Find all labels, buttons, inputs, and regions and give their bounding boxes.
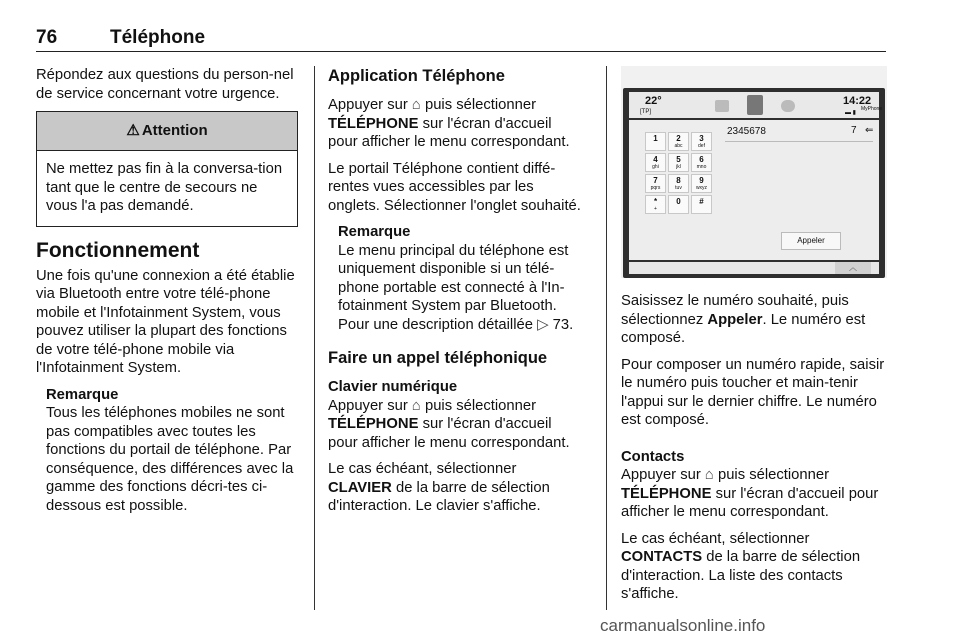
page-title: Téléphone [110,27,206,48]
text: puis sélectionner [424,397,537,414]
keypad-title: Clavier numérique [328,379,458,395]
paragraph [621,530,887,604]
warning-icon: ⚠ [126,121,140,139]
keypad-key[interactable] [691,174,712,193]
text: Le cas échéant, sélectionner [328,461,517,477]
page-reference: 73. [552,316,574,333]
tab-phone[interactable] [747,95,763,115]
key-letters: jkl [676,164,681,170]
key-digit: 5 [676,155,681,164]
tab-nav[interactable] [781,100,795,112]
menu-term: CLAVIER [328,479,392,496]
keypad-key[interactable] [645,195,666,214]
keypad-key[interactable] [645,153,666,172]
home-icon: ⌂ [704,467,714,483]
section-title: Application Téléphone [328,67,505,85]
keypad-key[interactable] [645,174,666,193]
text: Saisissez le numéro souhaité, puis sélectionnez [621,293,849,328]
paragraph [328,96,582,152]
key-digit: 1 [653,134,658,143]
subsection-title: Faire un appel téléphonique [328,349,548,367]
section-title: Fonctionnement [36,238,200,262]
text: puis sélectionner [717,467,830,483]
attention-header [37,112,297,151]
key-letters: pqrs [650,185,661,191]
key-digit: 0 [676,197,681,206]
tab-audio[interactable] [715,100,729,112]
key-digit: 7 [653,176,658,185]
body-paragraph: Une fois qu'une connexion a été établie via Bluetooth entre votre télé-phone mobile et l'Infotainment System, vous pouvez utiliser la plupart des fonctions de votre télé-phone mobile via l'Infotainment System. [36,267,295,376]
remark-title: Remarque [46,386,119,403]
key-digit: 9 [699,176,704,185]
key-digit: 3 [699,134,704,143]
paragraph [328,460,582,516]
call-button[interactable]: Appeler [781,232,841,250]
symbol-key-icon[interactable]: 7 [851,125,857,136]
column-divider [314,66,315,610]
menu-term: TÉLÉPHONE [621,485,712,502]
keypad-key[interactable] [668,153,689,172]
text: Le cas échéant, sélectionner [621,530,810,547]
temperature: 22° [645,95,662,107]
home-icon: ⌂ [411,97,421,113]
column-right [621,292,887,612]
keypad-view [629,120,879,260]
paragraph: Le portail Téléphone contient diffé-rentes vues accessibles par les onglets. Sélectionner l'onglet souhaité. [328,160,581,214]
text: sur l'écran d'accueil pour afficher le menu correspondant. [328,416,570,451]
paragraph: Pour composer un numéro rapide, saisir le numéro puis toucher et main-tenir l'appui sur le dernier chiffre. Le numéro est composé. [621,356,885,428]
text: sur l'écran d'accueil pour afficher le menu correspondant. [328,115,570,150]
paragraph [328,397,582,453]
keypad [645,132,712,214]
key-letters: wxyz [695,185,708,191]
contacts-title: Contacts [621,448,685,465]
column-left [36,66,298,523]
key-letters: ghi [652,164,659,170]
column-middle [328,66,582,524]
key-digit: 4 [653,155,658,164]
key-letters: def [698,143,705,149]
page-reference-icon: ▷ [537,316,549,333]
column-divider [606,66,607,610]
tp-indicator: [TP] [640,109,652,115]
menu-term: TÉLÉPHONE [328,416,419,432]
watermark: carmanualsonline.info [600,616,766,635]
text: de la barre de sélection d'interaction. La liste des contacts s'affiche. [621,549,861,602]
intro-paragraph: Répondez aux questions du person-nel de service concernant votre urgence. [36,67,294,102]
attention-text: Ne mettez pas fin à la conversa-tion tant que le centre de secours ne vous l'a pas demandé. [46,161,283,214]
text: sur l'écran d'accueil pour afficher le menu correspondant. [621,485,879,520]
text: . Le numéro est composé. [621,311,866,346]
menu-term: CONTACTS [621,549,703,565]
dialed-number: 2345678 [727,126,766,137]
remark-text [338,242,582,335]
text: Le menu principal du téléphone est uniquement disponible si un télé-phone portable est connecté à l'In-fotainment System par Bluetooth. Pour une description détaillée [338,242,569,333]
text: Appuyer sur [328,97,408,113]
remark-box [46,386,298,516]
status-bar [629,92,883,118]
keypad-key[interactable] [691,195,712,214]
home-icon: ⌂ [411,397,421,414]
key-digit: 8 [676,176,681,185]
key-letters: + [654,206,657,212]
attention-box [36,111,298,227]
key-letters: tuv [675,185,682,191]
text: Appuyer sur [621,467,701,483]
text: de la barre de sélection d'interaction. Le clavier s'affiche. [328,479,550,514]
attention-title: Attention [141,121,208,139]
page-header [36,25,886,52]
battery-icon: ▬ ▮ [845,110,856,116]
bottom-bar [629,262,879,274]
text: Appuyer sur [328,397,408,414]
chevron-up-icon[interactable]: ︿ [835,262,871,274]
keypad-key[interactable] [691,153,712,172]
page-number: 76 [36,27,58,48]
keypad-key[interactable] [668,195,689,214]
key-digit: 6 [699,155,704,164]
text: puis sélectionner [424,97,537,113]
paragraph [621,292,887,348]
key-digit: 2 [676,134,681,143]
keypad-key[interactable] [668,132,689,151]
keypad-key[interactable] [645,132,666,151]
key-digit: * [653,197,658,206]
phone-keypad-screenshot [621,66,887,278]
paragraph [621,466,887,522]
infotainment-screen [623,88,885,278]
remark-box [338,223,582,334]
number-underline [725,141,873,142]
keypad-key[interactable] [668,174,689,193]
remark-text: Tous les téléphones mobiles ne sont pas compatibles avec toutes les fonctions du portail de téléphone. Par conséquence, des différences avec la gamme des fonctions décri-tes ci-dessous est possible. [46,405,294,514]
menu-term: TÉLÉPHONE [328,115,419,132]
key-letters: mno [696,164,707,170]
remark-title: Remarque [338,224,411,240]
key-digit: # [699,197,704,206]
menu-term: Appeler [707,311,763,328]
phone-name: MyPhone [861,106,883,112]
backspace-icon[interactable]: ⇐ [865,125,874,136]
keypad-key[interactable] [691,132,712,151]
clock: 14:22 [843,95,872,107]
key-letters: abc [674,143,683,149]
